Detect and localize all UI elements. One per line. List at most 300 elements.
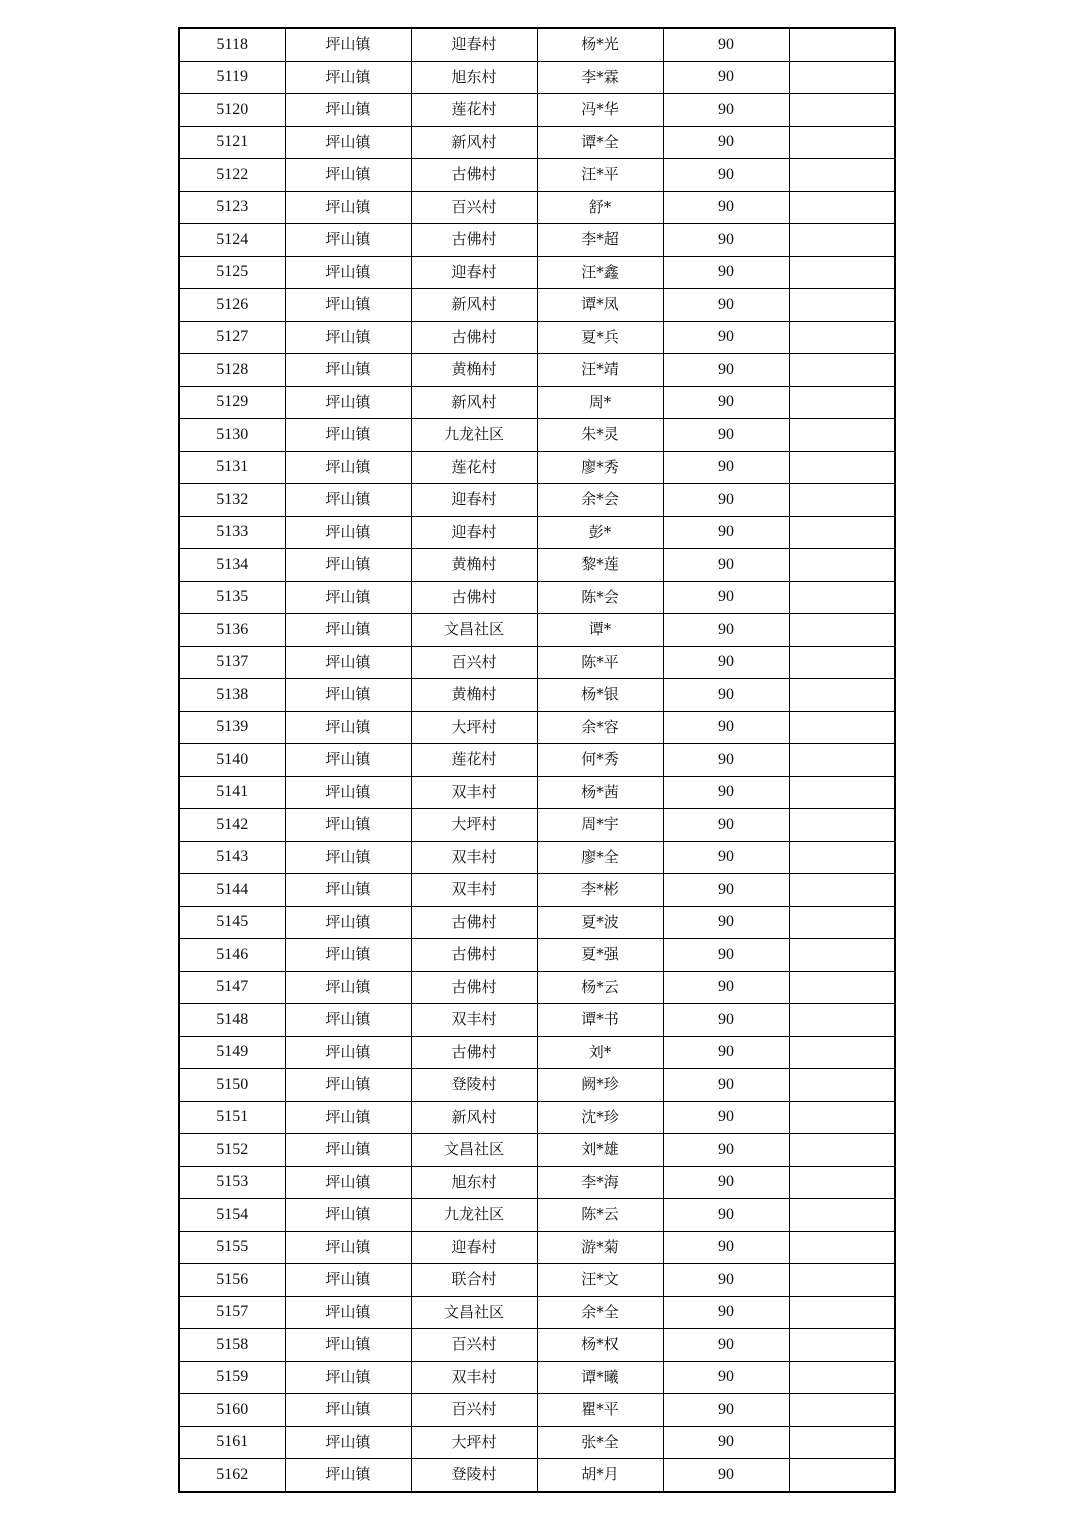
cell-person-name: 汪*平 <box>537 159 663 192</box>
table-row <box>179 289 895 322</box>
table-row <box>179 939 895 972</box>
cell-remark <box>789 159 895 192</box>
cell-amount: 90 <box>663 256 789 289</box>
cell-remark <box>789 1231 895 1264</box>
cell-town: 坪山镇 <box>285 1459 411 1492</box>
cell-town: 坪山镇 <box>285 614 411 647</box>
cell-remark <box>789 126 895 159</box>
cell-remark <box>789 1004 895 1037</box>
cell-person-name: 余*全 <box>537 1296 663 1329</box>
cell-town: 坪山镇 <box>285 939 411 972</box>
cell-remark <box>789 289 895 322</box>
cell-village: 古佛村 <box>411 581 537 614</box>
cell-serial-number: 5158 <box>179 1329 285 1362</box>
table-row <box>179 1166 895 1199</box>
cell-town: 坪山镇 <box>285 256 411 289</box>
cell-person-name: 夏*兵 <box>537 321 663 354</box>
cell-serial-number: 5151 <box>179 1101 285 1134</box>
cell-person-name: 李*海 <box>537 1166 663 1199</box>
cell-amount: 90 <box>663 939 789 972</box>
cell-person-name: 余*容 <box>537 711 663 744</box>
cell-serial-number: 5139 <box>179 711 285 744</box>
cell-person-name: 刘* <box>537 1036 663 1069</box>
table-row <box>179 484 895 517</box>
cell-remark <box>789 386 895 419</box>
cell-village: 百兴村 <box>411 646 537 679</box>
table-row <box>179 1101 895 1134</box>
cell-remark <box>789 1264 895 1297</box>
cell-amount: 90 <box>663 1459 789 1492</box>
cell-remark <box>789 646 895 679</box>
cell-village: 九龙社区 <box>411 419 537 452</box>
cell-person-name: 阙*珍 <box>537 1069 663 1102</box>
cell-remark <box>789 419 895 452</box>
cell-amount: 90 <box>663 451 789 484</box>
table-row <box>179 874 895 907</box>
cell-town: 坪山镇 <box>285 646 411 679</box>
cell-person-name: 瞿*平 <box>537 1394 663 1427</box>
table-row <box>179 94 895 127</box>
table-row <box>179 581 895 614</box>
cell-serial-number: 5152 <box>179 1134 285 1167</box>
table-row <box>179 1394 895 1427</box>
cell-town: 坪山镇 <box>285 386 411 419</box>
cell-serial-number: 5136 <box>179 614 285 647</box>
cell-serial-number: 5134 <box>179 549 285 582</box>
cell-serial-number: 5129 <box>179 386 285 419</box>
cell-village: 文昌社区 <box>411 1296 537 1329</box>
cell-person-name: 杨*银 <box>537 679 663 712</box>
table-row <box>179 841 895 874</box>
cell-village: 新风村 <box>411 126 537 159</box>
cell-town: 坪山镇 <box>285 224 411 257</box>
table-row <box>179 1199 895 1232</box>
cell-village: 古佛村 <box>411 971 537 1004</box>
cell-serial-number: 5123 <box>179 191 285 224</box>
cell-amount: 90 <box>663 1296 789 1329</box>
cell-amount: 90 <box>663 1004 789 1037</box>
cell-amount: 90 <box>663 744 789 777</box>
cell-amount: 90 <box>663 1036 789 1069</box>
cell-town: 坪山镇 <box>285 1134 411 1167</box>
cell-town: 坪山镇 <box>285 94 411 127</box>
cell-town: 坪山镇 <box>285 1264 411 1297</box>
cell-person-name: 李*霖 <box>537 61 663 94</box>
cell-person-name: 汪*鑫 <box>537 256 663 289</box>
cell-person-name: 胡*月 <box>537 1459 663 1492</box>
cell-amount: 90 <box>663 1231 789 1264</box>
cell-person-name: 汪*文 <box>537 1264 663 1297</box>
cell-serial-number: 5125 <box>179 256 285 289</box>
table-row <box>179 711 895 744</box>
table-row <box>179 1264 895 1297</box>
cell-village: 迎春村 <box>411 516 537 549</box>
cell-remark <box>789 939 895 972</box>
cell-remark <box>789 809 895 842</box>
cell-town: 坪山镇 <box>285 679 411 712</box>
cell-serial-number: 5124 <box>179 224 285 257</box>
cell-serial-number: 5137 <box>179 646 285 679</box>
cell-town: 坪山镇 <box>285 874 411 907</box>
table-row <box>179 906 895 939</box>
cell-serial-number: 5150 <box>179 1069 285 1102</box>
table-row <box>179 61 895 94</box>
table-row <box>179 1296 895 1329</box>
cell-serial-number: 5138 <box>179 679 285 712</box>
cell-remark <box>789 1296 895 1329</box>
cell-person-name: 杨*云 <box>537 971 663 1004</box>
cell-town: 坪山镇 <box>285 581 411 614</box>
cell-amount: 90 <box>663 874 789 907</box>
table-row <box>179 28 895 61</box>
cell-town: 坪山镇 <box>285 1166 411 1199</box>
cell-person-name: 陈*云 <box>537 1199 663 1232</box>
cell-village: 旭东村 <box>411 1166 537 1199</box>
cell-amount: 90 <box>663 1166 789 1199</box>
table-row <box>179 679 895 712</box>
cell-serial-number: 5147 <box>179 971 285 1004</box>
table-row <box>179 1231 895 1264</box>
table-row <box>179 224 895 257</box>
cell-amount: 90 <box>663 1394 789 1427</box>
table-row <box>179 646 895 679</box>
cell-remark <box>789 516 895 549</box>
cell-remark <box>789 191 895 224</box>
cell-amount: 90 <box>663 321 789 354</box>
cell-remark <box>789 28 895 61</box>
cell-village: 百兴村 <box>411 1329 537 1362</box>
cell-town: 坪山镇 <box>285 321 411 354</box>
cell-town: 坪山镇 <box>285 1394 411 1427</box>
cell-village: 迎春村 <box>411 484 537 517</box>
cell-serial-number: 5144 <box>179 874 285 907</box>
cell-remark <box>789 906 895 939</box>
cell-town: 坪山镇 <box>285 906 411 939</box>
cell-town: 坪山镇 <box>285 419 411 452</box>
cell-remark <box>789 321 895 354</box>
cell-village: 登陵村 <box>411 1459 537 1492</box>
cell-village: 百兴村 <box>411 1394 537 1427</box>
cell-serial-number: 5148 <box>179 1004 285 1037</box>
cell-village: 古佛村 <box>411 939 537 972</box>
cell-remark <box>789 1361 895 1394</box>
table-row <box>179 809 895 842</box>
cell-person-name: 杨*茜 <box>537 776 663 809</box>
cell-town: 坪山镇 <box>285 126 411 159</box>
cell-town: 坪山镇 <box>285 809 411 842</box>
table-row <box>179 776 895 809</box>
cell-serial-number: 5122 <box>179 159 285 192</box>
cell-town: 坪山镇 <box>285 516 411 549</box>
cell-remark <box>789 711 895 744</box>
cell-village: 百兴村 <box>411 191 537 224</box>
cell-remark <box>789 614 895 647</box>
cell-remark <box>789 971 895 1004</box>
table-row <box>179 1069 895 1102</box>
cell-serial-number: 5145 <box>179 906 285 939</box>
cell-person-name: 陈*平 <box>537 646 663 679</box>
cell-serial-number: 5142 <box>179 809 285 842</box>
table-row <box>179 419 895 452</box>
cell-remark <box>789 1101 895 1134</box>
cell-person-name: 杨*光 <box>537 28 663 61</box>
cell-amount: 90 <box>663 1426 789 1459</box>
cell-person-name: 舒* <box>537 191 663 224</box>
cell-amount: 90 <box>663 1329 789 1362</box>
cell-serial-number: 5127 <box>179 321 285 354</box>
cell-town: 坪山镇 <box>285 484 411 517</box>
cell-serial-number: 5121 <box>179 126 285 159</box>
cell-person-name: 谭*曦 <box>537 1361 663 1394</box>
cell-person-name: 黎*莲 <box>537 549 663 582</box>
cell-remark <box>789 256 895 289</box>
cell-village: 古佛村 <box>411 906 537 939</box>
cell-remark <box>789 1036 895 1069</box>
cell-town: 坪山镇 <box>285 1231 411 1264</box>
cell-person-name: 刘*雄 <box>537 1134 663 1167</box>
cell-town: 坪山镇 <box>285 1069 411 1102</box>
table-row <box>179 549 895 582</box>
cell-town: 坪山镇 <box>285 451 411 484</box>
cell-town: 坪山镇 <box>285 841 411 874</box>
table-row <box>179 1134 895 1167</box>
cell-village: 新风村 <box>411 1101 537 1134</box>
cell-serial-number: 5130 <box>179 419 285 452</box>
cell-serial-number: 5159 <box>179 1361 285 1394</box>
cell-remark <box>789 484 895 517</box>
cell-town: 坪山镇 <box>285 159 411 192</box>
cell-village: 新风村 <box>411 386 537 419</box>
cell-amount: 90 <box>663 1069 789 1102</box>
cell-person-name: 李*超 <box>537 224 663 257</box>
cell-serial-number: 5128 <box>179 354 285 387</box>
cell-amount: 90 <box>663 1361 789 1394</box>
cell-remark <box>789 1426 895 1459</box>
cell-remark <box>789 1199 895 1232</box>
table-row <box>179 451 895 484</box>
cell-village: 文昌社区 <box>411 614 537 647</box>
cell-serial-number: 5120 <box>179 94 285 127</box>
table-row <box>179 1004 895 1037</box>
cell-serial-number: 5156 <box>179 1264 285 1297</box>
cell-village: 黄桷村 <box>411 679 537 712</box>
cell-serial-number: 5119 <box>179 61 285 94</box>
cell-village: 双丰村 <box>411 874 537 907</box>
cell-serial-number: 5135 <box>179 581 285 614</box>
cell-village: 古佛村 <box>411 159 537 192</box>
cell-remark <box>789 1459 895 1492</box>
cell-village: 联合村 <box>411 1264 537 1297</box>
cell-remark <box>789 354 895 387</box>
cell-village: 莲花村 <box>411 94 537 127</box>
cell-town: 坪山镇 <box>285 1296 411 1329</box>
cell-village: 双丰村 <box>411 1361 537 1394</box>
cell-person-name: 周* <box>537 386 663 419</box>
cell-serial-number: 5160 <box>179 1394 285 1427</box>
cell-amount: 90 <box>663 289 789 322</box>
table-row <box>179 1361 895 1394</box>
cell-village: 双丰村 <box>411 841 537 874</box>
cell-person-name: 沈*珍 <box>537 1101 663 1134</box>
cell-village: 迎春村 <box>411 1231 537 1264</box>
cell-village: 迎春村 <box>411 28 537 61</box>
cell-town: 坪山镇 <box>285 1199 411 1232</box>
cell-amount: 90 <box>663 906 789 939</box>
cell-serial-number: 5162 <box>179 1459 285 1492</box>
cell-remark <box>789 679 895 712</box>
cell-remark <box>789 841 895 874</box>
cell-town: 坪山镇 <box>285 354 411 387</box>
table-row <box>179 321 895 354</box>
table-row <box>179 159 895 192</box>
table-row <box>179 126 895 159</box>
cell-village: 黄桷村 <box>411 354 537 387</box>
cell-town: 坪山镇 <box>285 289 411 322</box>
table-row <box>179 614 895 647</box>
cell-remark <box>789 1166 895 1199</box>
cell-town: 坪山镇 <box>285 61 411 94</box>
cell-amount: 90 <box>663 419 789 452</box>
cell-village: 文昌社区 <box>411 1134 537 1167</box>
cell-serial-number: 5146 <box>179 939 285 972</box>
cell-village: 登陵村 <box>411 1069 537 1102</box>
roster-table <box>178 27 896 1493</box>
cell-amount: 90 <box>663 614 789 647</box>
cell-amount: 90 <box>663 581 789 614</box>
cell-town: 坪山镇 <box>285 776 411 809</box>
cell-person-name: 廖*秀 <box>537 451 663 484</box>
cell-person-name: 谭*书 <box>537 1004 663 1037</box>
cell-person-name: 夏*强 <box>537 939 663 972</box>
cell-village: 双丰村 <box>411 776 537 809</box>
cell-remark <box>789 776 895 809</box>
cell-amount: 90 <box>663 549 789 582</box>
cell-town: 坪山镇 <box>285 1426 411 1459</box>
cell-serial-number: 5126 <box>179 289 285 322</box>
cell-amount: 90 <box>663 679 789 712</box>
cell-amount: 90 <box>663 354 789 387</box>
cell-remark <box>789 581 895 614</box>
cell-amount: 90 <box>663 1134 789 1167</box>
cell-person-name: 余*会 <box>537 484 663 517</box>
cell-village: 旭东村 <box>411 61 537 94</box>
cell-village: 大坪村 <box>411 809 537 842</box>
cell-town: 坪山镇 <box>285 191 411 224</box>
cell-village: 大坪村 <box>411 711 537 744</box>
cell-town: 坪山镇 <box>285 1361 411 1394</box>
cell-amount: 90 <box>663 776 789 809</box>
table-row <box>179 971 895 1004</box>
table-row <box>179 191 895 224</box>
cell-person-name: 谭*凤 <box>537 289 663 322</box>
cell-remark <box>789 874 895 907</box>
cell-person-name: 廖*全 <box>537 841 663 874</box>
cell-person-name: 陈*会 <box>537 581 663 614</box>
cell-amount: 90 <box>663 191 789 224</box>
cell-amount: 90 <box>663 126 789 159</box>
table-row <box>179 1426 895 1459</box>
table-row <box>179 1036 895 1069</box>
cell-person-name: 李*彬 <box>537 874 663 907</box>
cell-amount: 90 <box>663 484 789 517</box>
cell-serial-number: 5157 <box>179 1296 285 1329</box>
table-row <box>179 1459 895 1492</box>
cell-town: 坪山镇 <box>285 971 411 1004</box>
cell-serial-number: 5153 <box>179 1166 285 1199</box>
cell-remark <box>789 549 895 582</box>
cell-amount: 90 <box>663 386 789 419</box>
cell-person-name: 谭* <box>537 614 663 647</box>
cell-remark <box>789 94 895 127</box>
cell-person-name: 何*秀 <box>537 744 663 777</box>
cell-serial-number: 5140 <box>179 744 285 777</box>
cell-serial-number: 5132 <box>179 484 285 517</box>
cell-amount: 90 <box>663 711 789 744</box>
cell-amount: 90 <box>663 516 789 549</box>
cell-village: 古佛村 <box>411 321 537 354</box>
cell-serial-number: 5149 <box>179 1036 285 1069</box>
cell-town: 坪山镇 <box>285 1101 411 1134</box>
cell-remark <box>789 61 895 94</box>
cell-amount: 90 <box>663 646 789 679</box>
cell-village: 大坪村 <box>411 1426 537 1459</box>
table-row <box>179 354 895 387</box>
cell-amount: 90 <box>663 971 789 1004</box>
cell-serial-number: 5154 <box>179 1199 285 1232</box>
cell-remark <box>789 1394 895 1427</box>
cell-village: 古佛村 <box>411 224 537 257</box>
cell-person-name: 张*全 <box>537 1426 663 1459</box>
cell-village: 九龙社区 <box>411 1199 537 1232</box>
cell-serial-number: 5155 <box>179 1231 285 1264</box>
cell-amount: 90 <box>663 94 789 127</box>
table-row <box>179 516 895 549</box>
cell-remark <box>789 451 895 484</box>
cell-town: 坪山镇 <box>285 549 411 582</box>
cell-person-name: 朱*灵 <box>537 419 663 452</box>
cell-amount: 90 <box>663 61 789 94</box>
cell-amount: 90 <box>663 1199 789 1232</box>
cell-amount: 90 <box>663 224 789 257</box>
cell-amount: 90 <box>663 28 789 61</box>
cell-person-name: 夏*波 <box>537 906 663 939</box>
cell-person-name: 谭*全 <box>537 126 663 159</box>
cell-amount: 90 <box>663 1101 789 1134</box>
table-row <box>179 744 895 777</box>
cell-serial-number: 5161 <box>179 1426 285 1459</box>
table-row <box>179 1329 895 1362</box>
cell-person-name: 冯*华 <box>537 94 663 127</box>
cell-remark <box>789 1134 895 1167</box>
cell-serial-number: 5131 <box>179 451 285 484</box>
cell-town: 坪山镇 <box>285 1036 411 1069</box>
roster-body <box>179 28 895 1492</box>
cell-amount: 90 <box>663 841 789 874</box>
table-row <box>179 256 895 289</box>
cell-person-name: 周*宇 <box>537 809 663 842</box>
cell-remark <box>789 1329 895 1362</box>
cell-town: 坪山镇 <box>285 1004 411 1037</box>
table-row <box>179 386 895 419</box>
cell-village: 迎春村 <box>411 256 537 289</box>
cell-amount: 90 <box>663 159 789 192</box>
cell-town: 坪山镇 <box>285 28 411 61</box>
cell-remark <box>789 224 895 257</box>
cell-serial-number: 5133 <box>179 516 285 549</box>
cell-person-name: 游*菊 <box>537 1231 663 1264</box>
cell-village: 古佛村 <box>411 1036 537 1069</box>
cell-remark <box>789 744 895 777</box>
